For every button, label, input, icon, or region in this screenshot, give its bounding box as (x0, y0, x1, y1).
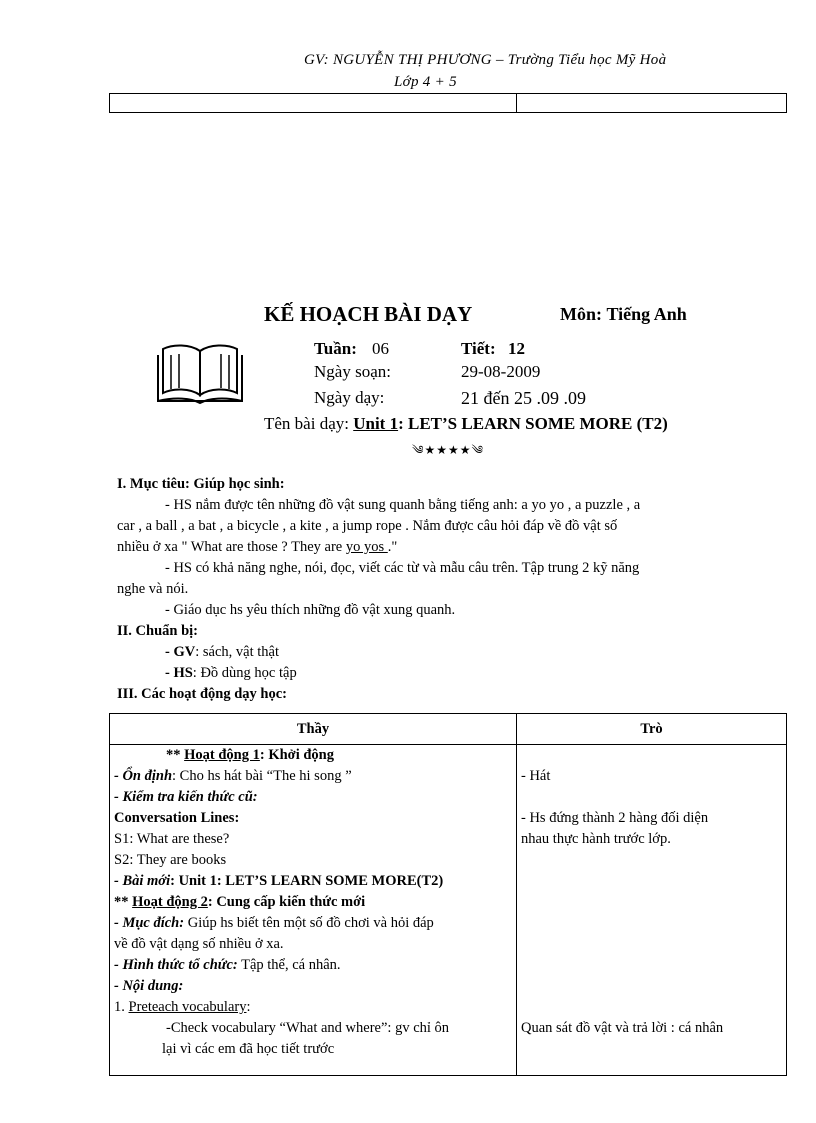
objectives-section (117, 474, 777, 705)
teacher-school-line: GV: NGUYỄN THỊ PHƯƠNG – Trường Tiểu học Mỹ Hoà (304, 52, 667, 68)
aim-line-b: về đồ vật dạng số nhiều ở xa. (114, 936, 284, 952)
warmup-line: - Ổn định: Cho hs hát bài “The hi song ” (114, 768, 352, 784)
spacer (521, 745, 782, 766)
lesson-line (264, 414, 668, 434)
prep-date-value: 29-08-2009 (461, 362, 541, 381)
col-teacher-header: Thầy (110, 714, 517, 745)
activities-table (109, 713, 787, 1076)
objective-1-a: - HS nắm được tên những đồ vật sung quanh bằng tiếng anh: a yo yo , a puzzle , a (165, 497, 641, 513)
student-pair-a: - Hs đứng thành 2 hàng đối diện (521, 810, 709, 826)
conv-s1: S1: What are these? (114, 831, 230, 847)
objective-2-b: nghe và nói. (117, 581, 189, 597)
subject-label: Môn: (560, 304, 602, 324)
subject (560, 304, 687, 325)
teach-date-value: 21 đến 25 .09 .09 (461, 388, 586, 408)
objective-1-c: nhiều ở xa " What are those ? They are yo yos ." (117, 539, 398, 555)
check-vocab-a: -Check vocabulary “What and where”: gv chỉ ôn (166, 1020, 450, 1036)
student-cell (517, 745, 787, 1076)
check-old-label: - Kiểm tra kiến thức cũ: (114, 789, 258, 805)
col-student-header: Trò (517, 714, 787, 745)
prep-hs: - HS: Đồ dùng học tập (165, 665, 297, 681)
objective-3: - Giáo dục hs yêu thích những đồ vật xung quanh. (165, 602, 456, 618)
content-label: - Nội dung: (114, 978, 184, 994)
period-value: 12 (508, 339, 525, 358)
header-table (109, 93, 787, 113)
prep-heading: II. Chuẩn bị: (117, 623, 198, 639)
open-book-icon (155, 343, 245, 405)
conversation-lines: Conversation Lines: (114, 810, 240, 826)
prep-gv: - GV: sách, vật thật (165, 644, 279, 660)
objectives-heading: I. Mục tiêu: Giúp học sinh: (117, 476, 285, 492)
period-label: Tiết: (461, 339, 496, 358)
plan-title: KẾ HOẠCH BÀI DẠY (264, 302, 473, 326)
student-pair-b: nhau thực hành trước lớp. (521, 831, 671, 847)
new-lesson-line: - Bài mới: Unit 1: LET’S LEARN SOME MORE(T2) (114, 873, 444, 889)
objective-1-b: car , a ball , a bat , a bicycle , a kite , a jump rope . Nắm được câu hỏi đáp về đồ vật số (117, 518, 618, 534)
spacer (521, 787, 782, 808)
spacer (521, 850, 782, 1018)
week-value: 06 (372, 339, 389, 358)
activity-2-heading: ** Hoạt động 2: Cung cấp kiến thức mới (114, 894, 366, 910)
activity-1-heading: ** Hoạt động 1: Khởi động (166, 747, 334, 763)
conv-s2: S2: They are books (114, 852, 227, 868)
prep-date-label: Ngày soạn: (314, 362, 391, 381)
objective-2-a: - HS có khả năng nghe, nói, đọc, viết các từ và mẫu câu trên. Tập trung 2 kỹ năng (165, 560, 640, 576)
class-line: Lớp 4 + 5 (394, 74, 457, 90)
activities-heading: III. Các hoạt động dạy học: (117, 686, 287, 702)
student-observe: Quan sát đồ vật và trả lời : cá nhân (521, 1020, 724, 1036)
lesson-unit: Unit 1 (353, 414, 399, 433)
table-header-row (110, 714, 787, 745)
lesson-label: Tên bài dạy: (264, 414, 349, 433)
ornament: ༄★★★★༄ (412, 443, 484, 457)
teacher-cell (110, 745, 517, 1076)
preteach-line: 1. Preteach vocabulary: (114, 999, 251, 1015)
student-sing: - Hát (521, 768, 551, 784)
lesson-title: : LET’S LEARN SOME MORE (T2) (398, 414, 668, 433)
form-line: - Hình thức tổ chức: Tập thể, cá nhân. (114, 957, 341, 973)
week-label: Tuần: (314, 339, 357, 358)
teach-date-label: Ngày dạy: (314, 388, 385, 407)
aim-line-a: - Mục đích: Giúp hs biết tên một số đồ chơi và hỏi đáp (114, 915, 434, 931)
subject-value: Tiếng Anh (606, 304, 687, 324)
table-row (110, 745, 787, 1076)
check-vocab-b: lại vì các em đã học tiết trước (162, 1041, 335, 1057)
